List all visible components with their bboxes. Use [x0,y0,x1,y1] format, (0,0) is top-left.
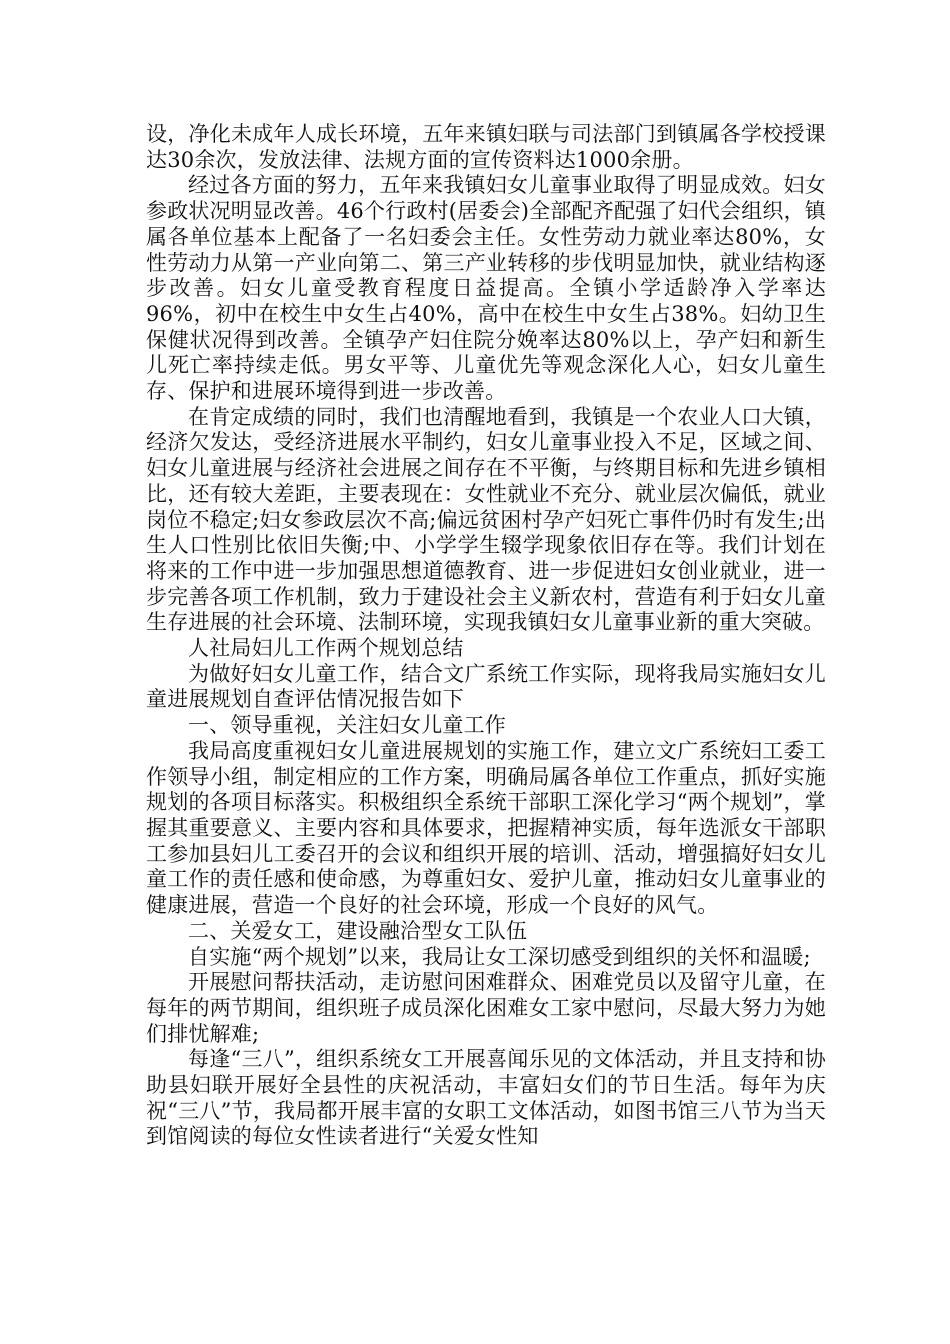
paragraph-continuation: 设，净化未成年人成长环境，五年来镇妇联与司法部门到镇属各学校授课达30余次，发放法律、法规方面的宣传资料达1000余册。 [146,122,826,172]
paragraph-visits: 开展慰问帮扶活动，走访慰问困难群众、困难党员以及留守儿童，在每年的两节期间，组织班子成员深化困难女工家中慰问，尽最大努力为她们排忧解难; [146,970,826,1046]
heading-two: 二、关爱女工，建设融洽型女工队伍 [188,918,528,943]
paragraph-activities: 每逢“三八”，组织系统女工开展喜闻乐见的文体活动，并且支持和协助县妇联开展好全县性的庆祝活动，丰富妇女们的节日生活。每年为庆祝“三八”节，我局都开展丰富的女职工文体活动，如图书馆三八节为当天到馆阅读的每位女性读者进行“关爱女性知 [146,1047,826,1149]
paragraph-intro: 为做好妇女儿童工作，结合文广系统工作实际，现将我局实施妇女儿童进展规划自查评估情况报告如下 [146,661,826,712]
paragraph-leadership: 我局高度重视妇女儿童进展规划的实施工作，建立文广系统妇工委工作领导小组，制定相应的工作方案，明确局属各单位工作重点，抓好实施规划的各项目标落实。积极组织全系统干部职工深化学习“两个规划”，掌握其重要意义、主要内容和具体要求，把握精神实质，每年选派女干部职工参加县妇儿工委召开的会议和组织开展的培训、活动，增强搞好妇女儿童工作的责任感和使命感，为尊重妇女、爱护儿童，推动妇女儿童事业的健康进展，营造一个良好的社会环境，形成一个良好的风气。 [146,738,826,918]
section-title: 人社局妇儿工作两个规划总结 [188,636,464,661]
document-page [146,122,826,1150]
paragraph-achievements: 经过各方面的努力，五年来我镇妇女儿童事业取得了明显成效。妇女参政状况明显改善。46个行政村(居委会)全部配齐配强了妇代会组织，镇属各单位基本上配备了一名妇委会主任。女性劳动力就业率达80%，女性劳动力从第一产业向第二、第三产业转移的步伐明显加快，就业结构逐步改善。妇女儿童受教育程度日益提高。全镇小学适龄净入学率达96%，初中在校生中女生占40%，高中在校生中女生占38%。妇幼卫生保健状况得到改善。全镇孕产妇住院分娩率达80%以上，孕产妇和新生儿死亡率持续走低。男女平等、儿童优先等观念深化人心，妇女儿童生存、保护和进展环境得到进一步改善。 [146,173,826,404]
heading-one: 一、领导重视，关注妇女儿童工作 [188,713,506,738]
paragraph-care: 自实施“两个规划”以来，我局让女工深切感受到组织的关怀和温暖; [188,944,811,969]
paragraph-shortcomings: 在肯定成绩的同时，我们也清醒地看到，我镇是一个农业人口大镇，经济欠发达，受经济进展水平制约，妇女儿童事业投入不足，区域之间、妇女儿童进展与经济社会进展之间存在不平衡，与终期目标和先进乡镇相比，还有较大差距，主要表现在：女性就业不充分、就业层次偏低，就业岗位不稳定;妇女参政层次不高;偏远贫困村孕产妇死亡事件仍时有发生;出生人口性别比依旧失衡;中、小学学生辍学现象依旧存在等。我们计划在将来的工作中进一步加强思想道德教育、进一步促进妇女创业就业，进一步完善各项工作机制，致力于建设社会主义新农村，营造有利于妇女儿童生存进展的社会环境、法制环境，实现我镇妇女儿童事业新的重大突破。 [146,404,826,635]
